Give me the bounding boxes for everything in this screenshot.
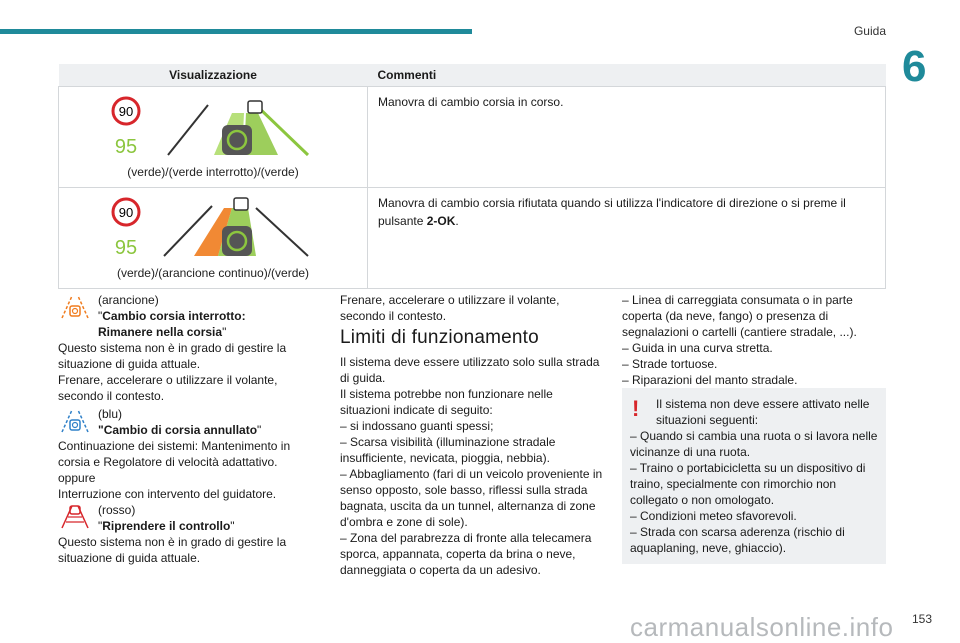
- display-caption: (verde)/(verde interrotto)/(verde): [127, 165, 299, 179]
- list-item: – Abbagliamento (fari di un veicolo proveniente in senso opposto, sole basso, riflessi sulla strada bagnata, uscita da un tunnel, alternanza di zone d'ombra e zone di sole).: [340, 467, 603, 529]
- left-lane-line: [168, 105, 208, 155]
- vehicle-ahead-icon: [234, 198, 248, 210]
- lane-change-cancelled-blue-icon: [58, 406, 92, 434]
- comment-cell: Manovra di cambio corsia in corso.: [368, 87, 886, 188]
- display-table: [58, 64, 886, 289]
- comment-cell: Manovra di cambio corsia rifiutata quando si utilizza l'indicatore di direzione o si preme il pulsante 2-OK.: [368, 188, 886, 289]
- display-caption: (verde)/(arancione continuo)/(verde): [116, 266, 310, 280]
- column-header-display: Visualizzazione: [59, 64, 368, 87]
- set-speed-value: 95: [114, 237, 138, 259]
- speed-limit-value: 90: [118, 104, 134, 119]
- take-control-red-icon: [58, 502, 92, 530]
- warning-icon: !: [632, 396, 640, 421]
- table-row: [59, 87, 886, 188]
- list-item: – Riparazioni del manto stradale.: [622, 373, 798, 387]
- set-speed-value: 95: [114, 136, 138, 158]
- table-row: [59, 188, 886, 289]
- right-lane-line: [256, 208, 308, 256]
- list-item: – Zona del parabrezza di fronte alla telecamera sporca, appannata, coperta da brina o neve, danneggiata o coperta da un adesivo.: [340, 531, 592, 577]
- table-header: [59, 64, 886, 87]
- middle-column: Frenare, accelerare o utilizzare il volante, secondo il contesto. Limiti di funzionamento Il sistema deve essere utilizzato solo sulla strada di guida. Il sistema potrebbe non funzionare nelle situazioni indicate di seguito: – si indossano guanti spessi; – Scarsa visibilità (illuminazione stradale insufficiente, nevicata, pioggia, nebbia). – Abbagliamento (fari di un veicolo proveniente in senso opposto, sole basso, riflessi sulla strada bagnata, uscita da un tunnel, alternanza di zone d'ombra e zone di sole). – Zona del parabrezza di fronte alla telecamera sporca, appannata, coperta da brina o neve, danneggiata o coperta da un adesivo.: [340, 293, 603, 577]
- list-item: – Linea di carreggiata consumata o in parte coperta (da neve, fango) o presenza di segnalazioni o cartelli (cantiere stradale, ...).: [622, 293, 857, 339]
- right-column: [622, 292, 886, 388]
- list-item: – Scarsa visibilità (illuminazione stradale insufficiente, nevicata, pioggia, nebbia).: [340, 435, 556, 465]
- vehicle-ahead-icon: [248, 101, 262, 113]
- page-number: 153: [911, 612, 932, 626]
- button-name: 2-OK: [426, 214, 456, 228]
- speed-limit-value: 90: [118, 205, 134, 220]
- warning-box: ! Il sistema non deve essere attivato nelle situazioni seguenti: – Quando si cambia una ruota o si lavora nelle vicinanze di una ruota. – Traino o portabicicletta su un dispositivo di traino, specialmente con rimorchio non collegato o non omologato. – Condizioni meteo sfavorevoli. – Strada con scarsa aderenza (rischio di aquaplaning, neve, ghiaccio).: [622, 388, 886, 564]
- list-item: – Strade tortuose.: [622, 357, 718, 371]
- list-item: – Quando si cambia una ruota o si lavora nelle vicinanze di una ruota.: [630, 429, 878, 459]
- lane-change-green-graphic: [108, 93, 318, 163]
- section-name: Guida: [853, 24, 886, 38]
- left-column: (arancione) "Cambio corsia interrotto: Rimanere nella corsia" Questo sistema non è in grado di gestire la situazione di guida attuale. Frenare, accelerare o utilizzare il volante, secondo il contesto. (blu) "Cambio di corsia annullato" Continuazione dei sistemi: Mantenimento in corsia e Regolatore di velocità adattativo. oppure Interruzione con intervento del guidatore. (rosso) "Riprendere il controllo" Questo sistema non è in grado di gestire la situazione di guida attuale.: [58, 293, 291, 565]
- list-item: – Condizioni meteo sfavorevoli.: [630, 509, 797, 523]
- header-bar: [0, 29, 472, 34]
- ego-vehicle-icon: [222, 125, 252, 155]
- watermark: carmanualsonline.info: [630, 612, 894, 642]
- list-item: – Strada con scarsa aderenza (rischio di aquaplaning, neve, ghiaccio).: [630, 525, 845, 555]
- ego-vehicle-icon: [222, 226, 252, 256]
- list-item: – Traino o portabicicletta su un dispositivo di traino, specialmente con rimorchio non collegato o non omologato.: [630, 461, 866, 507]
- section-heading: Limiti di funzionamento: [340, 327, 539, 348]
- lane-change-refused-graphic: [108, 194, 318, 264]
- list-item: – si indossano guanti spessi;: [340, 419, 494, 433]
- list-item: – Guida in una curva stretta.: [622, 341, 773, 355]
- column-header-comments: Commenti: [368, 64, 886, 87]
- chapter-number: 6: [902, 42, 927, 91]
- lane-change-warning-orange-icon: [58, 292, 92, 320]
